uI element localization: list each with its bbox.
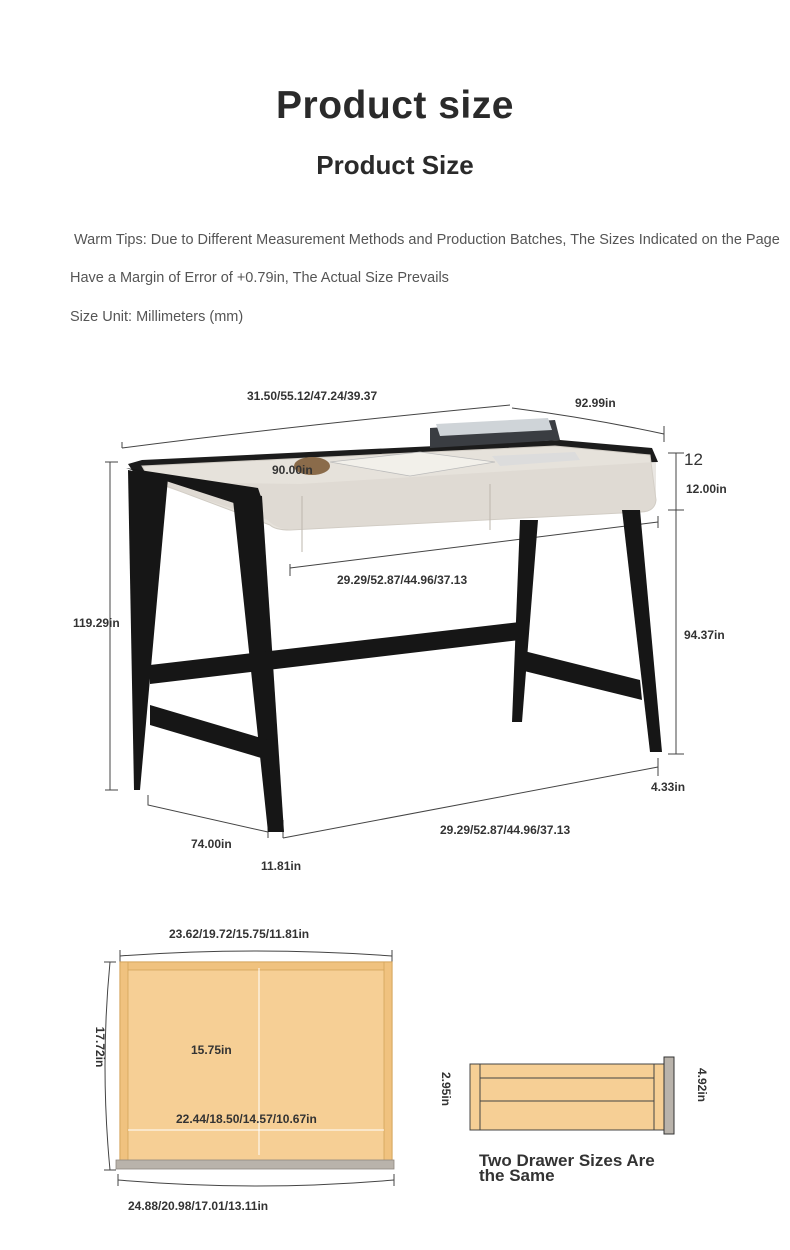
label-base-depth: 74.00in bbox=[191, 837, 232, 851]
warm-tips-line2: Have a Margin of Error of +0.79in, The Actual Size Prevails bbox=[70, 270, 449, 286]
label-inner-depth: 90.00in bbox=[272, 463, 313, 477]
warm-tips-line1: Warm Tips: Due to Different Measurement Methods and Production Batches, The Sizes Indicated on the Page bbox=[74, 232, 780, 248]
label-drawer-inner-height: 2.95in bbox=[439, 1071, 453, 1107]
size-unit-text: Size Unit: Millimeters (mm) bbox=[70, 309, 244, 325]
label-top-length: 31.50/55.12/47.24/39.37 bbox=[247, 389, 378, 403]
label-edge-height: 12 bbox=[684, 450, 703, 469]
label-drawer-front-length: 29.29/52.87/44.96/37.13 bbox=[337, 573, 468, 587]
label-drawer-front-width: 24.88/20.98/17.01/13.11in bbox=[128, 1199, 269, 1213]
label-leg-offset: 4.33in bbox=[651, 780, 686, 794]
label-drawer-depth: 17.72in bbox=[93, 1026, 107, 1068]
drawer-note: Two Drawer Sizes Are the Same bbox=[479, 1151, 655, 1185]
page-subtitle: Product Size bbox=[316, 150, 474, 180]
label-under-height: 94.37in bbox=[684, 628, 725, 642]
label-drawer-inner-width: 22.44/18.50/14.57/10.67in bbox=[176, 1112, 317, 1126]
drawer-box-side bbox=[470, 1064, 664, 1130]
label-drawer-height: 12.00in bbox=[686, 482, 727, 496]
label-base-length: 29.29/52.87/44.96/37.13 bbox=[440, 823, 571, 837]
label-top-depth: 92.99in bbox=[575, 396, 616, 410]
label-drawer-front-height: 4.92in bbox=[695, 1067, 709, 1103]
label-drawer-outer-width: 23.62/19.72/15.75/11.81in bbox=[169, 927, 310, 941]
drawer-front-side bbox=[664, 1057, 674, 1134]
label-total-height: 119.29in bbox=[73, 616, 120, 630]
page-title: Product size bbox=[276, 84, 514, 127]
label-leg-width: 11.81in bbox=[261, 859, 302, 873]
label-drawer-inner-depth: 15.75in bbox=[191, 1043, 232, 1057]
